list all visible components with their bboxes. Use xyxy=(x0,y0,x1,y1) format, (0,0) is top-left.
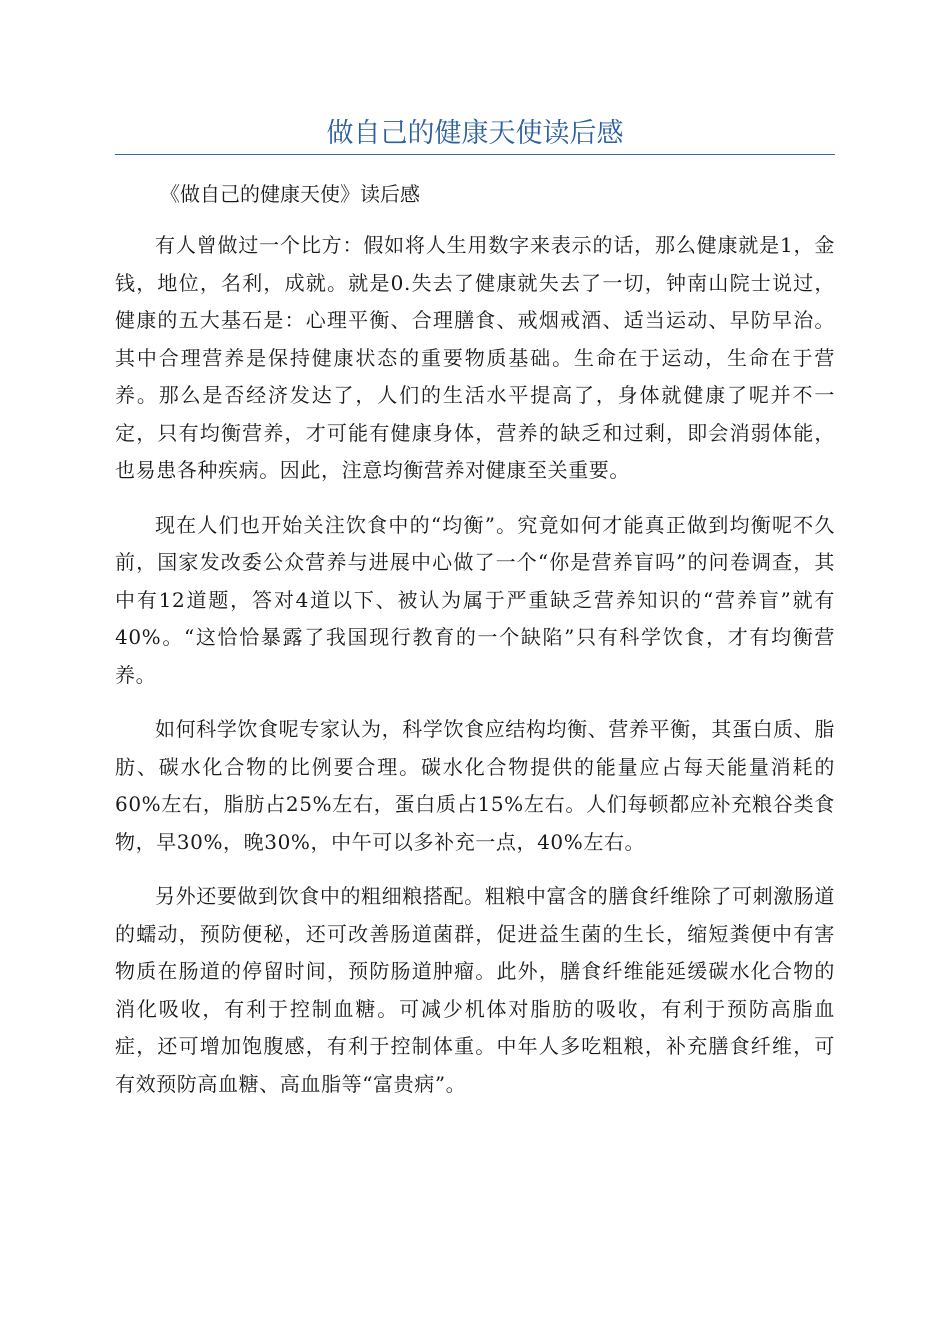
document-title: 做自己的健康天使读后感 xyxy=(326,118,624,149)
paragraph-4: 另外还要做到饮食中的粗细粮搭配。粗粮中富含的膳食纤维除了可刺激肠道的蠕动，预防便秘，还可改善肠道菌群，促进益生菌的生长，缩短粪便中有害物质在肠道的停留时间，预防肠道肿瘤。此外，膳食纤维能延缓碳水化合物的消化吸收，有利于控制血糖。可减少机体对脂肪的吸收，有利于预防高脂血症，还可增加饱腹感，有利于控制体重。中年人多吃粗粮，补充膳食纤维，可有效预防高血糖、高血脂等“富贵病”。 xyxy=(115,884,835,1096)
paragraph-2: 现在人们也开始关注饮食中的“均衡”。究竟如何才能真正做到均衡呢不久前，国家发改委公众营养与进展中心做了一个“你是营养盲吗”的问卷调查，其中有12道题，答对4道以下、被认为属于严重缺乏营养知识的“营养盲”就有40%。“这恰恰暴露了我国现行教育的一个缺陷”只有科学饮食，才有均衡营养。 xyxy=(115,512,835,687)
title-divider xyxy=(115,154,835,155)
paragraph-3: 如何科学饮食呢专家认为，科学饮食应结构均衡、营养平衡，其蛋白质、脂肪、碳水化合物的比例要合理。碳水化合物提供的能量应占每天能量消耗的60%左右，脂肪占25%左右，蛋白质占15%左右。人们每顿都应补充粮谷类食物，早30%，晚30%，中午可以多补充一点，40%左右。 xyxy=(115,717,835,854)
paragraph-1: 有人曾做过一个比方：假如将人生用数字来表示的话，那么健康就是1，金钱，地位，名利，成就。就是0.失去了健康就失去了一切，钟南山院士说过，健康的五大基石是：心理平衡、合理膳食、戒烟戒酒、适当运动、早防早治。其中合理营养是保持健康状态的重要物质基础。生命在于运动，生命在于营养。那么是否经济发达了，人们的生活水平提高了，身体就健康了呢并不一定，只有均衡营养，才可能有健康身体，营养的缺乏和过剩，即会消弱体能，也易患各种疾病。因此，注意均衡营养对健康至关重要。 xyxy=(115,233,835,482)
document-body xyxy=(115,227,835,1120)
document-subtitle: 《做自己的健康天使》读后感 xyxy=(160,182,420,206)
